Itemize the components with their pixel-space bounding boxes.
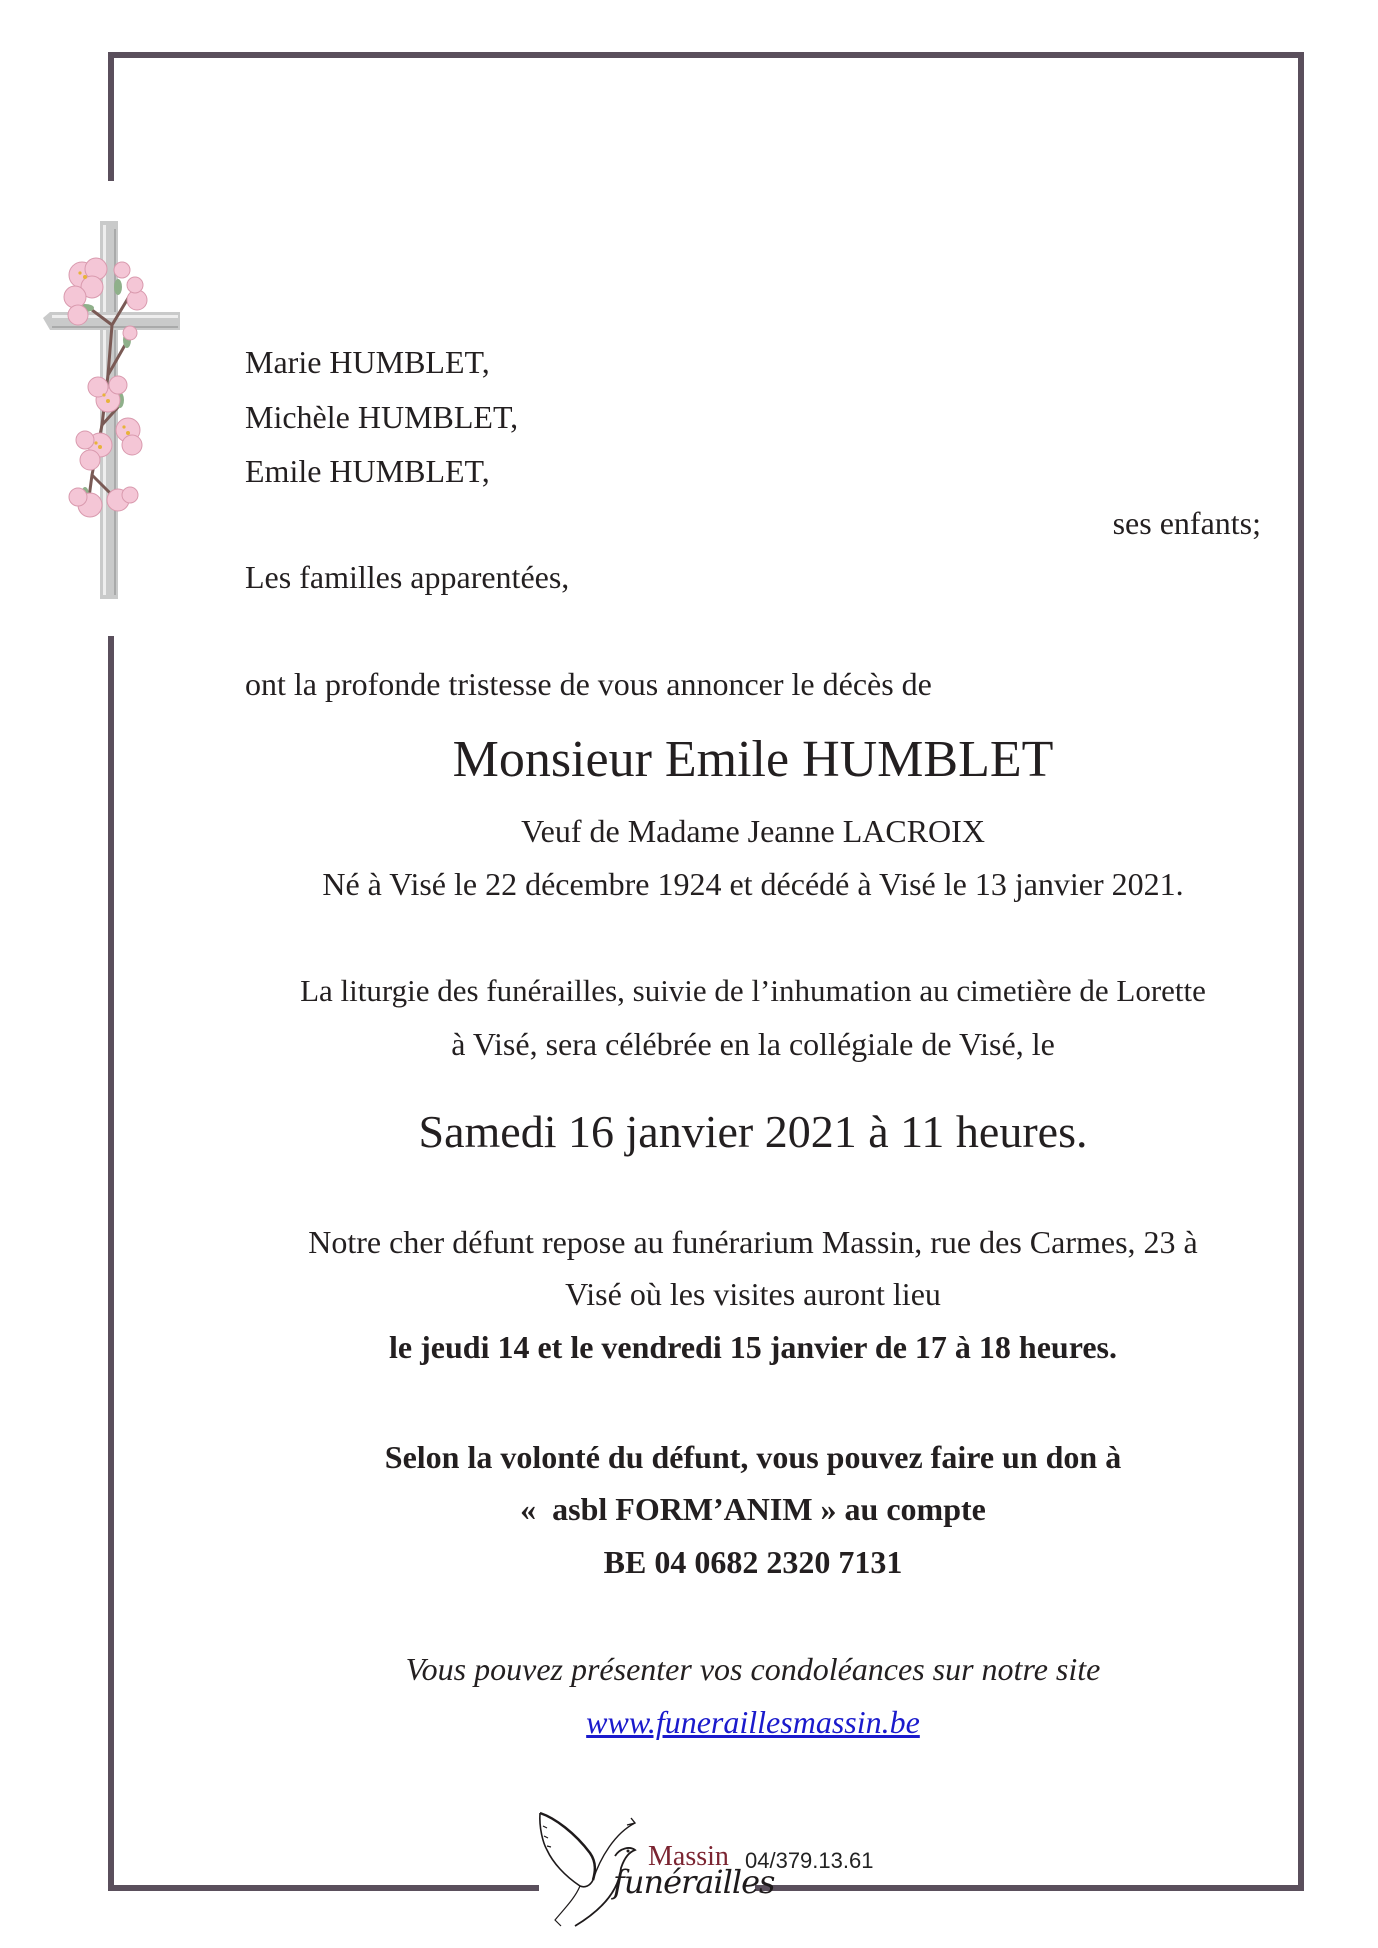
phone-number: 04/379.13.61	[745, 1848, 874, 1873]
frame-bottom-border-left	[108, 1885, 539, 1891]
family-relation: ses enfants;	[1112, 505, 1261, 541]
website-link[interactable]: www.funeraillesmassin.be	[586, 1704, 920, 1740]
announcement-intro: ont la profonde tristesse de vous annoncer le décès de	[245, 666, 932, 702]
dates-line: Né à Visé le 22 décembre 1924 et décédé à Visé le 13 janvier 2021.	[322, 866, 1184, 902]
deceased-name: Monsieur Emile HUMBLET	[452, 731, 1054, 788]
family-member-2: Michèle HUMBLET,	[245, 399, 519, 435]
visitation-line-2: Visé où les visites auront lieu	[565, 1276, 941, 1312]
family-member-3: Emile HUMBLET,	[245, 453, 490, 489]
frame-right-border	[1298, 52, 1304, 1891]
logo-name: Massin	[648, 1841, 729, 1872]
frame-top-border	[108, 52, 1304, 58]
family-relatives: Les familles apparentées,	[245, 559, 570, 595]
visitation-line-1: Notre cher défunt repose au funérarium Massin, rue des Carmes, 23 à	[308, 1224, 1198, 1260]
condolences-link-row	[253, 1706, 1253, 1738]
funeral-home-logo	[535, 1808, 935, 1933]
donation-line-1: Selon la volonté du défunt, vous pouvez faire un don à	[384, 1439, 1122, 1475]
spouse-line: Veuf de Madame Jeanne LACROIX	[521, 813, 985, 849]
ceremony-line-2: à Visé, sera célébrée en la collégiale de Visé, le	[451, 1026, 1055, 1062]
family-member-1: Marie HUMBLET,	[245, 344, 490, 380]
logo-subtitle: funérailles	[613, 1863, 775, 1901]
ceremony-line-1: La liturgie des funérailles, suivie de l’inhumation au cimetière de Lorette	[300, 973, 1206, 1008]
donation-account: BE 04 0682 2320 7131	[603, 1544, 903, 1580]
visitation-schedule: le jeudi 14 et le vendredi 15 janvier de 17 à 18 heures.	[389, 1329, 1117, 1365]
donation-line-2: « asbl FORM’ANIM » au compte	[520, 1491, 986, 1527]
condolences-text: Vous pouvez présenter vos condoléances sur notre site	[405, 1651, 1101, 1687]
cross-with-blossoms-icon	[30, 205, 190, 610]
frame-left-border-bottom	[108, 636, 114, 1891]
ceremony-datetime: Samedi 16 janvier 2021 à 11 heures.	[418, 1106, 1088, 1157]
frame-left-border-top	[108, 52, 114, 181]
